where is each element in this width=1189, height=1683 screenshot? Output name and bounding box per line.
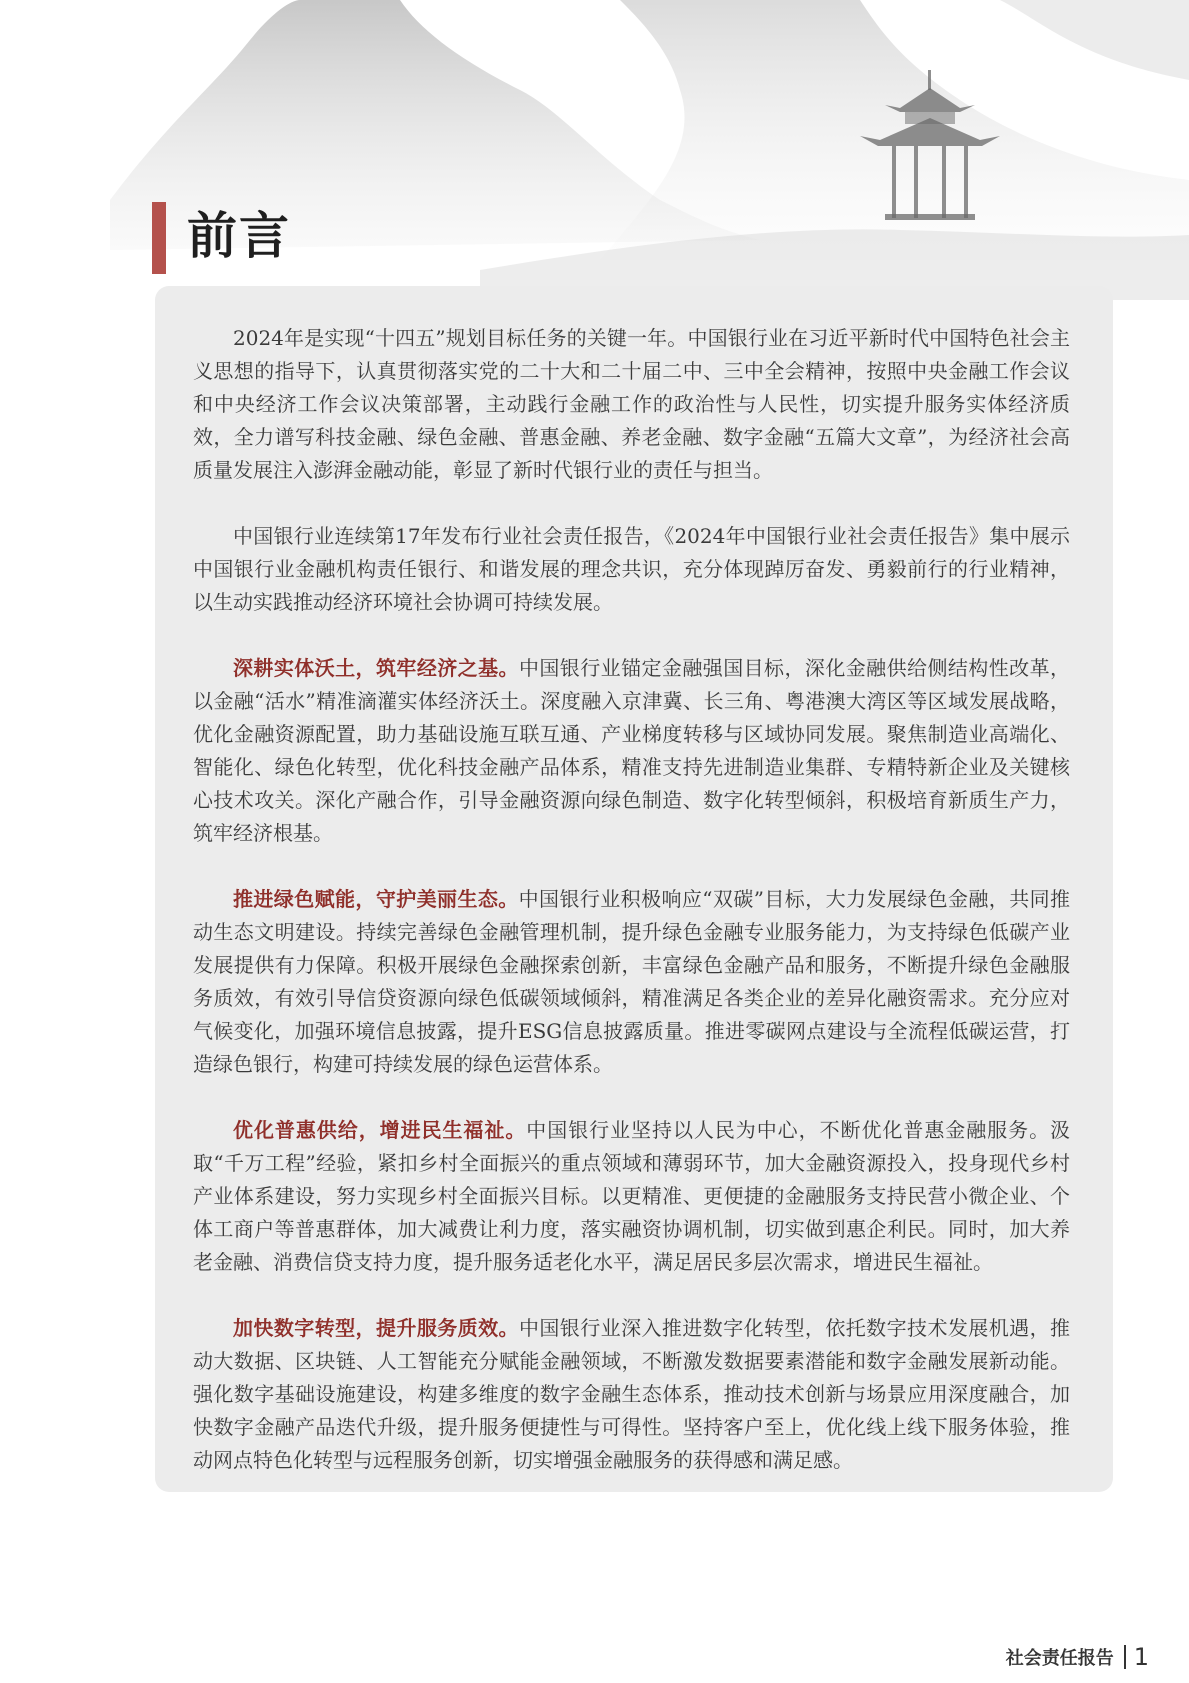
paragraph <box>193 883 1070 1081</box>
paragraph-lead: 加快数字转型，提升服务质效。 <box>233 1316 519 1340</box>
paragraph-lead: 优化普惠供给，增进民生福祉。 <box>233 1118 527 1142</box>
paragraph-text: 中国银行业连续第17年发布行业社会责任报告，《2024年中国银行业社会责任报告》集中展示中国银行业金融机构责任银行、和谐发展的理念共识，充分体现踔厉奋发、勇毅前行的行业精神，以生动实践推动经济环境社会协调可持续发展。 <box>193 524 1070 614</box>
page-number: 1 <box>1133 1643 1149 1671</box>
ink-landscape-illustration <box>0 0 1189 320</box>
paragraph-lead: 深耕实体沃土，筑牢经济之基。 <box>233 656 519 680</box>
preface-content-panel <box>155 286 1113 1492</box>
paragraph <box>193 1312 1070 1477</box>
footer-report-title: 社会责任报告 <box>1005 1648 1114 1669</box>
page-title: 前言 <box>187 207 291 265</box>
paragraph-text: 中国银行业深入推进数字化转型，依托数字技术发展机遇，推动大数据、区块链、人工智能充分赋能金融领域，不断激发数据要素潜能和数字金融发展新动能。强化数字基础设施建设，构建多维度的数字金融生态体系，推动技术创新与场景应用深度融合，加快数字金融产品迭代升级，提升服务便捷性与可得性。坚持客户至上，优化线上线下服务体验，推动网点特色化转型与远程服务创新，切实增强金融服务的获得感和满足感。 <box>193 1316 1071 1472</box>
page-footer <box>1006 1643 1149 1671</box>
footer-divider <box>1124 1645 1126 1669</box>
paragraph-text: 中国银行业锚定金融强国目标，深化金融供给侧结构性改革，以金融“活水”精准滴灌实体经济沃土。深度融入京津冀、长三角、粤港澳大湾区等区域发展战略，优化金融资源配置，助力基础设施互联互通、产业梯度转移与区域协同发展。聚焦制造业高端化、智能化、绿色化转型，优化科技金融产品体系，精准支持先进制造业集群、专精特新企业及关键核心技术攻关。深化产融合作，引导金融资源向绿色制造、数字化转型倾斜，积极培育新质生产力，筑牢经济根基。 <box>193 656 1071 845</box>
paragraph <box>193 322 1070 487</box>
paragraph <box>193 652 1070 850</box>
paragraph-text: 中国银行业积极响应“双碳”目标，大力发展绿色金融，共同推动生态文明建设。持续完善绿色金融管理机制，提升绿色金融专业服务能力，为支持绿色低碳产业发展提供有力保障。积极开展绿色金融探索创新，丰富绿色金融产品和服务，不断提升绿色金融服务质效，有效引导信贷资源向绿色低碳领域倾斜，精准满足各类企业的差异化融资需求。充分应对气候变化，加强环境信息披露，提升ESG信息披露质量。推进零碳网点建设与全流程低碳运营，打造绿色银行，构建可持续发展的绿色运营体系。 <box>193 887 1071 1076</box>
title-accent-bar <box>152 202 166 274</box>
paragraph <box>193 520 1070 619</box>
paragraph-text: 2024年是实现“十四五”规划目标任务的关键一年。中国银行业在习近平新时代中国特色社会主义思想的指导下，认真贯彻落实党的二十大和二十届二中、三中全会精神，按照中央金融工作会议和中央经济工作会议决策部署，主动践行金融工作的政治性与人民性，切实提升服务实体经济质效，全力谱写科技金融、绿色金融、普惠金融、养老金融、数字金融“五篇大文章”，为经济社会高质量发展注入澎湃金融动能，彰显了新时代银行业的责任与担当。 <box>193 326 1070 482</box>
paragraph-lead: 推进绿色赋能，守护美丽生态。 <box>233 887 519 911</box>
paragraph-text: 中国银行业坚持以人民为中心，不断优化普惠金融服务。汲取“千万工程”经验，紧扣乡村全面振兴的重点领域和薄弱环节，加大金融资源投入，投身现代乡村产业体系建设，努力实现乡村全面振兴目标。以更精准、更便捷的金融服务支持民营小微企业、个体工商户等普惠群体，加大减费让利力度，落实融资协调机制，切实做到惠企利民。同时，加大养老金融、消费信贷支持力度，提升服务适老化水平，满足居民多层次需求，增进民生福祉。 <box>193 1118 1071 1274</box>
paragraph <box>193 1114 1070 1279</box>
